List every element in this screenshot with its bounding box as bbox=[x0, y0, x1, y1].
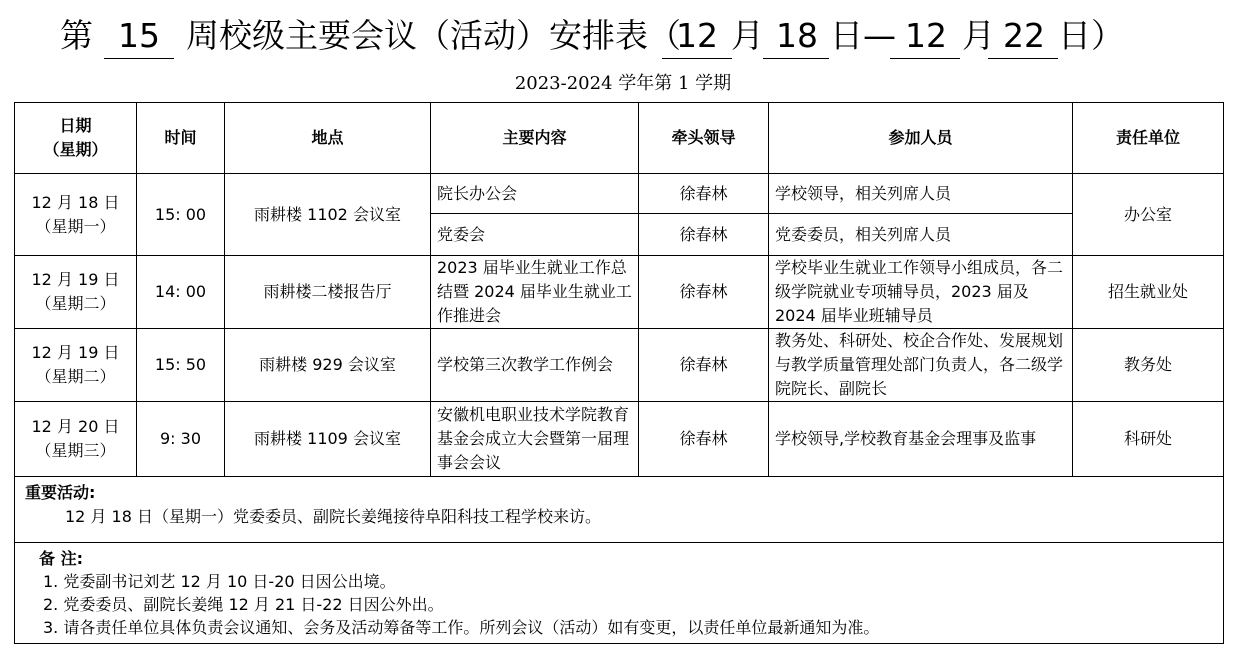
title-end-month: 12 bbox=[905, 16, 947, 55]
unit-cell: 教务处 bbox=[1073, 329, 1224, 402]
unit-cell: 科研处 bbox=[1073, 402, 1224, 477]
unit-cell: 招生就业处 bbox=[1073, 256, 1224, 329]
underline-week bbox=[104, 58, 174, 59]
table-row bbox=[15, 174, 1224, 214]
leader-cell: 徐春林 bbox=[639, 174, 769, 214]
leader-cell: 徐春林 bbox=[639, 329, 769, 402]
underline-end-day bbox=[988, 58, 1058, 59]
attendees-cell: 学校毕业生就业工作领导小组成员，各二级学院就业专项辅导员，2023 届及 2024 届毕业班辅导员 bbox=[769, 256, 1073, 329]
note-item: 3. 请各责任单位具体负责会议通知、会务及活动筹备等工作。所列会议（活动）如有变更，以责任单位最新通知为准。 bbox=[43, 618, 880, 637]
header-unit: 责任单位 bbox=[1073, 103, 1224, 174]
place-cell: 雨耕楼 1102 会议室 bbox=[225, 174, 431, 256]
time-cell: 9: 30 bbox=[137, 402, 225, 477]
title-week-number: 15 bbox=[118, 16, 160, 55]
header-content: 主要内容 bbox=[431, 103, 639, 174]
notes-cell bbox=[15, 543, 1224, 644]
page-title bbox=[0, 14, 1246, 64]
underline-start-month bbox=[662, 58, 732, 59]
note-item: 1. 党委副书记刘艺 12 月 10 日-20 日因公出境。 bbox=[43, 572, 396, 591]
table-row bbox=[15, 329, 1224, 402]
semester-subtitle: 2023-2024 学年第 1 学期 bbox=[514, 73, 732, 94]
unit-cell: 办公室 bbox=[1073, 174, 1224, 256]
content-cell: 院长办公会 bbox=[431, 174, 639, 214]
leader-cell: 徐春林 bbox=[639, 214, 769, 256]
table-row bbox=[15, 402, 1224, 477]
time-cell: 15: 00 bbox=[137, 174, 225, 256]
content-cell: 党委会 bbox=[431, 214, 639, 256]
title-day-char-1: 日— bbox=[830, 16, 896, 55]
date-cell: 12 月 20 日 （星期三） bbox=[15, 402, 137, 477]
title-month-char-1: 月 bbox=[731, 16, 764, 55]
important-activities-cell bbox=[15, 477, 1224, 543]
important-activities-text: 12 月 18 日（星期一）党委委员、副院长姜绳接待阜阳科技工程学校来访。 bbox=[65, 507, 601, 526]
title-start-day: 18 bbox=[776, 16, 818, 55]
attendees-cell: 教务处、科研处、校企合作处、发展规划与教学质量管理处部门负责人，各二级学院院长、副院长 bbox=[769, 329, 1073, 402]
underline-end-month bbox=[890, 58, 960, 59]
attendees-cell: 学校领导,学校教育基金会理事及监事 bbox=[769, 402, 1073, 477]
time-cell: 15: 50 bbox=[137, 329, 225, 402]
table-header-row bbox=[15, 103, 1224, 174]
attendees-cell: 党委委员，相关列席人员 bbox=[769, 214, 1073, 256]
important-activities-row bbox=[15, 477, 1224, 543]
date-cell: 12 月 19 日 （星期二） bbox=[15, 329, 137, 402]
leader-cell: 徐春林 bbox=[639, 256, 769, 329]
place-cell: 雨耕楼 1109 会议室 bbox=[225, 402, 431, 477]
title-end-day: 22 bbox=[1003, 16, 1045, 55]
header-date: 日期 （星期） bbox=[15, 103, 137, 174]
title-prefix: 第 bbox=[60, 16, 93, 55]
note-item: 2. 党委委员、副院长姜绳 12 月 21 日-22 日因公外出。 bbox=[43, 595, 444, 614]
place-cell: 雨耕楼 929 会议室 bbox=[225, 329, 431, 402]
place-cell: 雨耕楼二楼报告厅 bbox=[225, 256, 431, 329]
header-attendees: 参加人员 bbox=[769, 103, 1073, 174]
title-main: 周校级主要会议（活动）安排表（ bbox=[186, 16, 681, 55]
header-leader: 牵头领导 bbox=[639, 103, 769, 174]
date-cell: 12 月 18 日 （星期一） bbox=[15, 174, 137, 256]
title-day-char-2: 日） bbox=[1058, 16, 1124, 55]
header-time: 时间 bbox=[137, 103, 225, 174]
underline-start-day bbox=[763, 58, 829, 59]
date-cell: 12 月 19 日 （星期二） bbox=[15, 256, 137, 329]
attendees-cell: 学校领导，相关列席人员 bbox=[769, 174, 1073, 214]
content-cell: 学校第三次教学工作例会 bbox=[431, 329, 639, 402]
notes-label: 备 注: bbox=[39, 549, 83, 568]
table-row bbox=[15, 256, 1224, 329]
important-activities-label: 重要活动: bbox=[25, 483, 96, 502]
schedule-table bbox=[14, 102, 1224, 644]
leader-cell: 徐春林 bbox=[639, 402, 769, 477]
notes-row bbox=[15, 543, 1224, 644]
time-cell: 14: 00 bbox=[137, 256, 225, 329]
content-cell: 2023 届毕业生就业工作总结暨 2024 届毕业生就业工作推进会 bbox=[431, 256, 639, 329]
title-month-char-2: 月 bbox=[962, 16, 995, 55]
content-cell: 安徽机电职业技术学院教育基金会成立大会暨第一届理事会会议 bbox=[431, 402, 639, 477]
header-place: 地点 bbox=[225, 103, 431, 174]
title-start-month: 12 bbox=[676, 16, 718, 55]
